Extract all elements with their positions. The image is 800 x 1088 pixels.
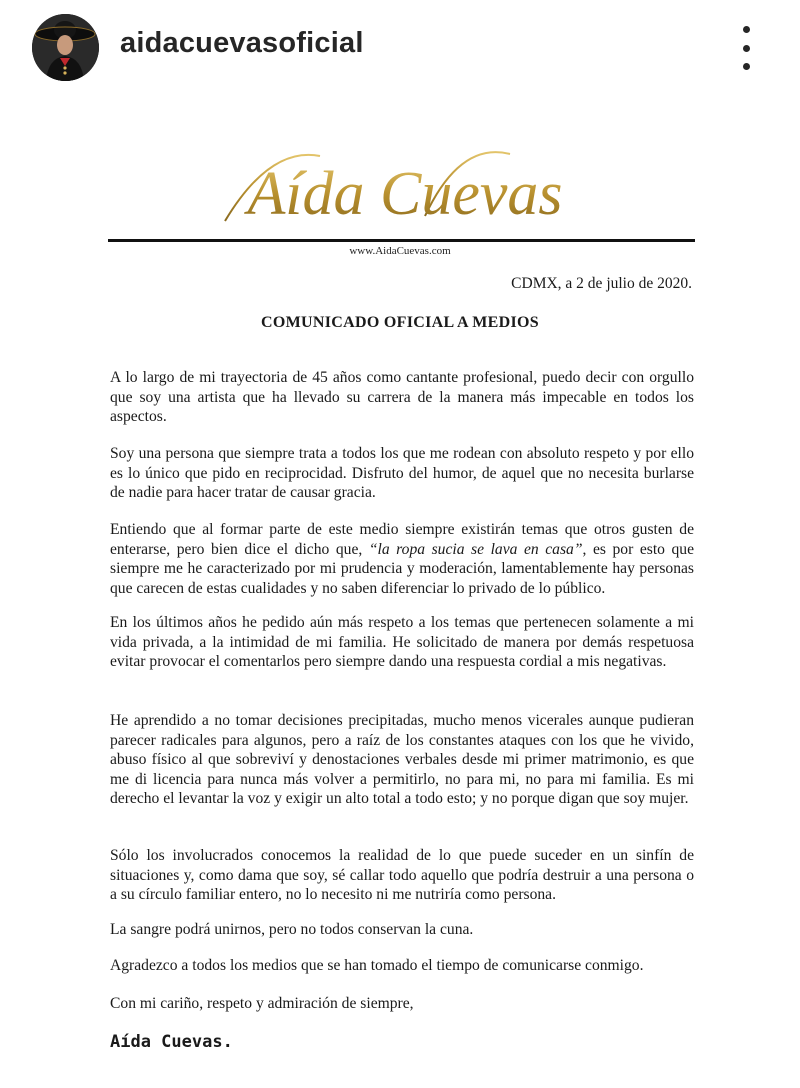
- aida-cuevas-logo: [210, 136, 600, 236]
- paragraph-3-text-a: Entiendo que al formar parte de este medio siempre existirán temas que otros gusten de enterarse, pero bien dice el dicho que,: [110, 521, 694, 558]
- post-header: [0, 0, 800, 105]
- paragraph-4: En los últimos años he pedido aún más respeto a los temas que pertenecen solamente a mi vida privada, a la intimidad de mi familia. He solicitado de manera por demás respetuosa evitar provocar el comentarlos pero siempre dando una respuesta cordial a mis negativas.: [110, 614, 694, 670]
- website-text: www.AidaCuevas.com: [349, 245, 451, 257]
- paragraph-3-text-b: , es por esto que siempre me he caracterizado por mi prudencia y moderación, lamentablemente hay personas que carecen de estas cualidades y no saben diferenciar lo privado de lo público.: [110, 540, 695, 597]
- post-image-letter: [0, 104, 800, 1088]
- document-title: COMUNICADO OFICIAL A MEDIOS: [261, 314, 539, 331]
- paragraph-9: Con mi cariño, respeto y admiración de siempre,: [110, 995, 414, 1012]
- paragraph-2: Soy una persona que siempre trata a todos los que me rodean con absoluto respeto y por ello es lo único que pido en reciprocidad. Disfruto del humor, de aquel que no necesita burlarse de nadie para hacer tratar de causar gracia.: [110, 445, 694, 501]
- signature: Aída Cuevas.: [110, 1032, 233, 1052]
- username[interactable]: aidacuevasoficial: [120, 27, 364, 59]
- paragraph-5: He aprendido a no tomar decisiones precipitadas, mucho menos vicerales aunque pudieran parecer radicales para algunos, pero a raíz de los constantes ataques con los que he vivido, abuso físico al que sobreviví y denostaciones verbales desde mi primer matrimonio, es que me di licencia para nunca más volver a permitirlo, no para mi, no para mi familia. Es mi derecho el levantar la voz y exigir un alto total a todo esto; y no porque digan que soy mujer.: [110, 712, 694, 807]
- more-options-vertical-icon: [743, 26, 750, 33]
- quote-text: “la ropa sucia se lava en casa”: [368, 540, 583, 558]
- logo-text: Aída Cuevas: [247, 160, 563, 228]
- avatar[interactable]: [32, 14, 99, 81]
- paragraph-6: Sólo los involucrados conocemos la realidad de lo que puede suceder en un sinfín de situaciones y, como dama que soy, sé callar todo aquello que podría destruir a una persona o a su círculo familiar entero, no lo necesito ni me nutriría como persona.: [110, 847, 694, 903]
- paragraph-7: La sangre podrá unirnos, pero no todos conservan la cuna.: [110, 921, 474, 938]
- header-rule: [108, 239, 695, 242]
- paragraph-1: A lo largo de mi trayectoria de 45 años como cantante profesional, puedo decir con orgullo que soy una artista que ha llevado su carrera de la manera más impecable en todos los aspectos.: [110, 369, 694, 425]
- paragraph-8: Agradezco a todos los medios que se han tomado el tiempo de comunicarse conmigo.: [110, 957, 644, 974]
- profile-photo-icon: [32, 14, 99, 81]
- date-line: CDMX, a 2 de julio de 2020.: [511, 275, 692, 292]
- paragraph-3: [110, 520, 694, 598]
- more-options-button[interactable]: [732, 26, 760, 70]
